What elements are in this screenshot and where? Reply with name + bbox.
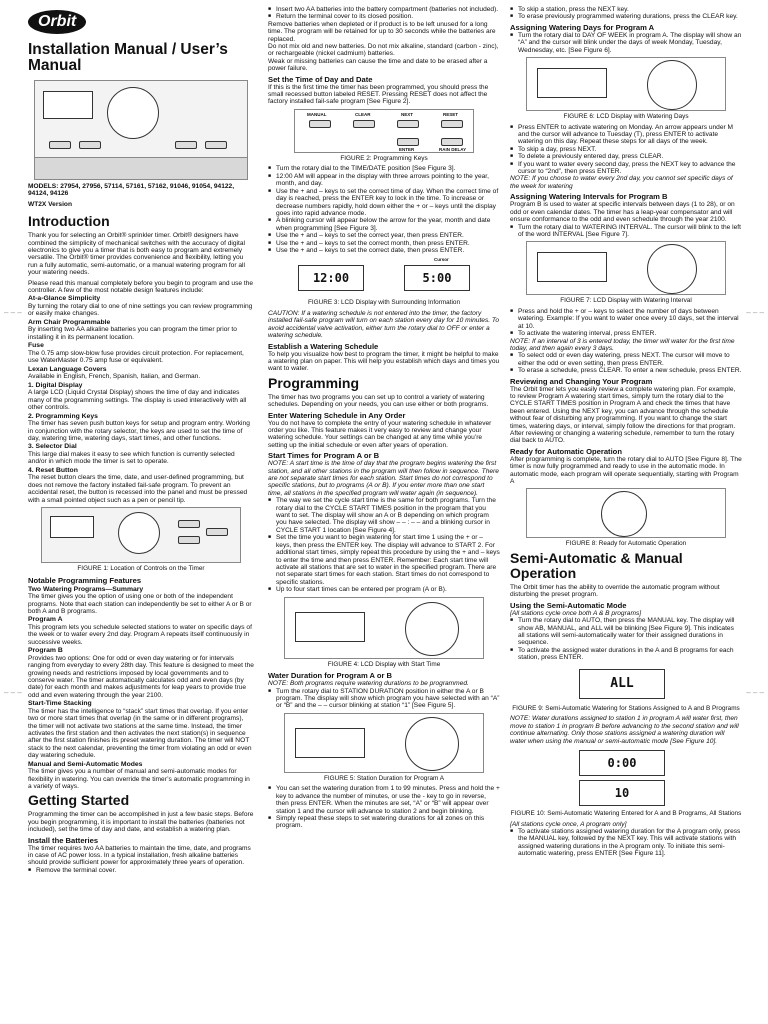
feature-text: The timer gives you a number of manual and semi-automatic modes for flexibility in watering. You can override the timer’s automatic programming in a variety of ways. (28, 768, 250, 791)
step-item: ■ Set the time you want to begin watering for start time 1 using the + or – keys, then press the ENTER key. The display will advance to START 2. For additional start times, simply repeat this procedure by using the + and – keys to enter the time and then press ENTER. Remember: Each start time will activate all stations that are set to water in the specified program. There are not separate start times for each station. Start times do not correspond to specific stations. (268, 534, 500, 586)
lcd-display: 0:00 (579, 750, 665, 776)
column-3 (510, 6, 742, 1010)
selector-dial-icon (647, 244, 697, 294)
lcd-display: 12:00 (298, 265, 364, 291)
rain-delay-key (441, 138, 463, 146)
cursor-label: Cursor (434, 257, 449, 263)
next-key (397, 120, 419, 128)
selector-dial-icon (647, 60, 697, 110)
battery-note: Remove batteries when depleted or if product is to be left unused for a long time. The program will be retained for up to 30 seconds while the batteries are replaced. (268, 20, 496, 43)
figure-6-caption: FIGURE 6: LCD Display with Watering Days (563, 113, 689, 121)
step-item: ■ To skip a day, press NEXT. (510, 146, 742, 153)
key-icon (79, 141, 101, 149)
figure-7-watering-interval (526, 241, 726, 295)
step-item: ■ To select odd or even day watering, press NEXT. The cursor will move to either the odd or even setting, then press ENTER. (510, 352, 742, 367)
programming-heading: Programming (268, 374, 360, 391)
key-label: CLEAR (355, 111, 371, 117)
figure-5-station-duration (284, 713, 484, 773)
install-batteries-heading: Install the Batteries (28, 835, 99, 845)
feature-text: Available in English, French, Spanish, Italian, and German. (28, 373, 201, 381)
feature-heading: Two Watering Programs—Summary (28, 585, 144, 593)
water-duration-note: NOTE: Both programs require watering durations to be programmed. (268, 680, 469, 688)
timer-lcd (43, 91, 93, 119)
lcd-display (537, 68, 607, 98)
feature-heading: 2. Programming Keys (28, 412, 98, 420)
programming-paragraph: The timer has two programs you can set up to control a variety of watering schedules. Depending on your needs, you can use either or both programs. (268, 393, 489, 409)
watering-interval-note: NOTE: If an interval of 3 is entered today, the timer will water for the first time today, and then again every 3 days. (510, 337, 735, 352)
feature-heading: Lexan Language Covers (28, 365, 107, 373)
feature-text: The reset button clears the time, date, and user-defined programming, but does not remove the factory installed fail-safe program. To prevent an accidental reset, the button is recessed into the panel and must be pressed with a small pointed object such as a pen or pencil tip. (28, 474, 248, 504)
step-item: ■ Use the + and – keys to set the correct year, then press ENTER. (268, 232, 500, 239)
caution-note: CAUTION: If a watering schedule is not entered into the timer, the factory installed fail-safe program will turn on each station every day for 10 minutes. To avoid accidental valve activation, either turn the rotary dial to OFF or enter a watering schedule. (268, 309, 500, 340)
step-item: ■ If you want to water every second day, press the NEXT key to advance the cursor to “2nd”, then press ENTER. (510, 161, 742, 176)
lcd-display: 5:00 (404, 265, 470, 291)
step-item: ■ To activate the watering interval, press ENTER. (510, 330, 742, 337)
lcd-display: ALL (579, 669, 665, 699)
any-order-paragraph: You do not have to complete the entry of your watering schedule in whatever order you like. This feature makes it very easy to review and change your watering schedule. Your settings can be changed at any time while you’re setting up the initial schedule or even after years of operation. (268, 419, 492, 449)
selector-dial-icon (405, 717, 459, 771)
step-item: ■ Turn the rotary dial to DAY OF WEEK in program A. The display will show an “A” and the cursor will blink under the days of week Monday, Tuesday, Wednesday, etc. [See Figure 6]. (510, 32, 742, 54)
feature-heading: Program B (28, 647, 63, 655)
lcd-display (537, 252, 607, 282)
step-item: ■ Turn the rotary dial to WATERING INTERVAL. The cursor will blink to the left of the word INTERVAL [See Figure 7]. (510, 224, 742, 239)
fold-mark: – – – (4, 308, 22, 317)
step-item: ■ To erase a schedule, press CLEAR. To enter a new schedule, press ENTER. (510, 367, 742, 374)
feature-text: By inserting two AA alkaline batteries you can program the timer prior to installing it in its permanent location. (28, 326, 237, 341)
watering-interval-heading: Assigning Watering Intervals for Program B (510, 192, 668, 202)
step-item: ■ To erase previously programmed watering durations, press the CLEAR key. (510, 13, 742, 20)
figure-1-caption: FIGURE 1: Location of Controls on the Timer (77, 564, 205, 572)
terminal-cover (35, 157, 247, 179)
watering-schedule-heading: Establish a Watering Schedule (268, 341, 379, 351)
step-item: ■ Simply repeat these steps to set watering durations for all zones on this program. (268, 815, 500, 830)
feature-heading: Program A (28, 616, 63, 624)
step-item: ■ Return the terminal cover to its closed position. (268, 13, 500, 20)
introduction-heading: Introduction (28, 213, 110, 230)
key-label: RESET (443, 111, 459, 117)
model-list: MODELS: 27954, 27956, 57114, 57161, 57162, 91046, 91054, 94122, 94124, 94126 (28, 183, 235, 198)
feature-heading: Fuse (28, 342, 44, 350)
step-item: ■ Insert two AA batteries into the battery compartment (batteries not included). (268, 6, 500, 13)
figure-1-controls (41, 507, 241, 563)
time-date-paragraph: If this is the first time the timer has been programmed, you should press the small recessed button labeled RESET. Pressing RESET does not affect the factory installed fail-safe program [See Figure 2]. (268, 83, 489, 106)
lcd-display (295, 612, 365, 642)
enter-key (397, 138, 419, 146)
fold-mark: – – – (746, 308, 764, 317)
figure-7-caption: FIGURE 7: LCD Display with Watering Interval (560, 297, 692, 305)
step-item: ■ Turn the rotary dial to STATION DURATION position in either the A or B program. The display will show which program you have selected with an “A” or “B” and the – – cursor blinking at station “1” [See Figure 5]. (268, 688, 500, 710)
step-item: ■ Press and hold the + or – keys to select the number of days between watering. Example: If you want to water once every 10 days, set the interval at 10. (510, 308, 742, 330)
key-icon (206, 528, 228, 536)
ready-auto-heading: Ready for Automatic Operation (510, 446, 622, 456)
key-icon (178, 536, 200, 544)
feature-text: A large LCD (Liquid Crystal Display) shows the time of day and indicates many of the programming settings. The display is used interactively with all other controls. (28, 389, 247, 412)
step-item: ■ To skip a station, press the NEXT key. (510, 6, 742, 13)
semi-auto-paragraph: The Orbit timer has the ability to override the automatic program without disturbing the preset program. (510, 584, 720, 599)
step-item: ■ You can set the watering duration from 1 to 99 minutes. Press and hold the + key to advance the number of minutes, or use the - key to go in reverse, then press ENTER. When the minutes are set, “A” or “B” will appear over station 1 and the cursor will advance to station 2 and begin blinking. (268, 785, 500, 815)
step-item: ■ Up to four start times can be entered per program (A or B). (268, 586, 500, 593)
key-icon (205, 141, 227, 149)
figure-3-lcd (284, 257, 484, 297)
manual-key (309, 120, 331, 128)
key-label: NEXT (401, 111, 414, 117)
selector-dial-icon (118, 512, 160, 554)
figure-6-watering-days (526, 57, 726, 111)
timer-lcd (50, 516, 94, 538)
feature-text: This program lets you schedule selected stations to water on specific days of the week or to water every 2nd day. Program A repeats itself continuously in successive weeks. (28, 623, 252, 646)
step-item: ■ Remove the terminal cover. (28, 867, 254, 874)
watering-schedule-paragraph: To help you visualize how best to program the timer, it might be helpful to make a watering plan on paper. This will help you establish which days and times you want to water. (268, 350, 500, 373)
figure-4-caption: FIGURE 4: LCD Display with Start Time (327, 660, 441, 668)
lcd-display: 10 (579, 780, 665, 806)
key-icon (178, 520, 200, 528)
manual-title: Installation Manual / User’s Manual (28, 41, 228, 74)
figure-4-start-time (284, 597, 484, 659)
battery-note: Weak or missing batteries can cause the time and date to be erased after a power failure. (268, 57, 488, 73)
figure-8-caption: FIGURE 8: Ready for Automatic Operation (565, 540, 687, 548)
brand-logo (28, 10, 254, 36)
figure-2-caption: FIGURE 2: Programming Keys (340, 154, 428, 162)
watering-days-note: NOTE: If you choose to water every 2nd day, you cannot set specific days of the week for watering (510, 175, 733, 190)
feature-text: This large dial makes it easy to see which function is currently selected and/or in which mode the timer is set to operate. (28, 450, 235, 466)
figure-2-keys (294, 109, 474, 153)
key-label: ENTER (399, 146, 415, 152)
time-date-heading: Set the Time of Day and Date (268, 74, 373, 84)
figure-10-semi-auto (541, 748, 711, 808)
any-order-heading: Enter Watering Schedule in Any Order (268, 410, 406, 420)
notable-features-heading: Notable Programming Features (28, 575, 142, 585)
fold-mark: – – – (746, 688, 764, 697)
step-item: ■ The way we set the cycle start time is the same for both programs. Turn the rotary dial to the CYCLE START TIMES position in the program that you want to set. The display will show an A or B depending on which program you have selected. The display will show – – : – – and a blinking cursor in CYCLE START 1 location [See Figure 4]. (268, 497, 500, 534)
a-program-subtitle: [All stations cycle once, A program only] (510, 820, 627, 828)
intro-paragraph: Thank you for selecting an Orbit® sprinkler timer. Orbit® designers have combined the simplicity of mechanical switches with the accuracy of digital electronics to give you a timer that is both easy to program and extremely versatile. The Orbit® timer provides convenience and flexibility, letting you run a fully automatic, semi-automatic, or a manual watering program for all your watering needs. (28, 232, 245, 277)
step-item: ■ To delete a previously entered day, press CLEAR. (510, 153, 742, 160)
figure-8-ready-auto (526, 488, 726, 538)
step-item: ■ Turn the rotary dial to AUTO, then press the MANUAL key. The display will show AB, MANUAL, and ALL will be blinking [See Figure 9]. This indicates all stations will semi-automatically water for their assigned durations in sequence. (510, 617, 742, 647)
step-item: ■ Use the + and – keys to set the correct date, then press ENTER. (268, 247, 500, 254)
selector-dial-icon (601, 491, 647, 537)
clear-key (353, 120, 375, 128)
column-2 (268, 6, 500, 1010)
column-1 (28, 6, 254, 1010)
figure-5-caption: FIGURE 5: Station Duration for Program A (323, 774, 445, 782)
orbit-logo: Orbit (28, 10, 86, 34)
feature-heading: Start-Time Stacking (28, 700, 92, 708)
semi-auto-subtitle: [All stations cycle once both A & B programs] (510, 609, 642, 617)
step-item: ■ Turn the rotary dial to the TIME/DATE position [See Figure 3]. (268, 165, 500, 172)
feature-text: The timer has the intelligence to “stack” start times that overlap. If you enter two or more start times that overlap (in the same or in different programs), the timer will not activate two stations at the same time. Instead, the timer activates the first station and then activates the next station(s) in sequence after the first station finishes its preset watering duration. The timer will NOT stack to the next calendar, preventing the timer from violating an odd or even day watering schedule. (28, 707, 252, 760)
watering-interval-paragraph: Program B is used to water at specific intervals between days (1 to 28), or on odd or even calendar dates. The timer has a leap-year compensator and will ensure conformance to the odd and even schedule through the year 2100. (510, 201, 735, 224)
batteries-paragraph: The timer requires two AA batteries to maintain the time, date, and programs in case of AC power loss. In a typical installation, fresh alkaline batteries should provide sufficient power for approximately three years of operation. (28, 844, 251, 867)
feature-heading: 3. Selector Dial (28, 443, 77, 451)
review-program-paragraph: The Orbit timer lets you easily review a complete watering plan. For example, to review Program A watering start times, simply turn the rotary dial to the CYCLE START TIMES position in Program A and check the times that have been entered. Using the NEXT key, you can advance through the schedule without fear of disturbing any programming. If you want to change the start times, watering days, or interval, simply follow the directions for that program. After reviewing or changing a watering schedule, remember to turn the rotary dial back to AUTO. (510, 385, 736, 445)
getting-started-paragraph: Programming the timer can be accomplished in just a few basic steps. Before you begin programming, it is important to install the batteries (batteries not included), set the time of day and date, and establish a watering plan. (28, 811, 254, 834)
feature-heading: 4. Reset Button (28, 466, 78, 474)
water-duration-heading: Water Duration for Program A or B (268, 671, 393, 681)
reset-key (441, 120, 463, 128)
fold-mark: – – – (4, 688, 22, 697)
feature-text: The timer has seven push button keys for setup and program entry. Working in conjunction with the rotary selector, the keys are used to set the time of day, watering time, watering days, start times, and other functions. (28, 420, 250, 442)
semi-auto-heading: Semi-Automatic & Manual Operation (510, 550, 683, 582)
feature-heading: 1. Digital Display (28, 381, 83, 389)
feature-heading: At-a-Glance Simplicity (28, 295, 101, 303)
key-icon (175, 141, 197, 149)
semi-auto-mode-heading: Using the Semi-Automatic Mode (510, 600, 627, 610)
intro-paragraph: Please read this manual completely before you begin to program and use the controller. A few of the most notable design features include: (28, 279, 254, 295)
key-icon (49, 141, 71, 149)
version-label: WT2X Version (28, 200, 72, 208)
key-label: RAIN DELAY (439, 146, 467, 152)
step-item: ■ A blinking cursor will appear below the arrow for the year, month and date when programming [See Figure 3]. (268, 217, 500, 232)
selector-dial-icon (107, 87, 159, 139)
figure-9-semi-auto (541, 665, 711, 703)
feature-text: The timer gives you the option of using one or both of the independent programs. Note that each station can independently be set to either A or B or both A and B programs. (28, 593, 252, 615)
selector-dial-icon (405, 602, 459, 656)
feature-text: The 0.75 amp slow-blow fuse provides circuit protection. For replacement, use WaterMaster 0.75 amp fuse or equivalent. (28, 349, 244, 365)
step-item: ■ Use the + and – keys to set the correct month, then press ENTER. (268, 240, 500, 247)
figure-3-caption: FIGURE 3: LCD Display with Surrounding Information (307, 299, 460, 307)
start-times-note: NOTE: A start time is the time of day that the program begins watering the first station, and all other stations in the program will then follow in sequence. There are not separate start times for each station. Start times do not correspond to specific stations, but to programs (A or B). If you enter more than one start time, all stations in the specified program will water again (in sequence). (268, 460, 499, 497)
watering-days-heading: Assigning Watering Days for Program A (510, 22, 655, 32)
feature-heading: Arm Chair Programmable (28, 318, 111, 326)
step-item: ■ To activate stations assigned watering duration for the A program only, press the MANUAL key, followed by the NEXT key. This will activate stations with assigned watering durations in the A program only. To initiate this semi-automatic watering, press ENTER [See Figure 11]. (510, 828, 742, 858)
semi-auto-note: NOTE: Water durations assigned to station 1 in program A will water first, then move to station 1 in program B before advancing to the second station and will continue alternating. Only those stations assigned a watering duration will water when using the manual or semi-automatic mode [See Figure 10]. (510, 715, 739, 745)
step-item: ■ Use the + and – keys to set the correct time of day. When the correct time of day is reached, press the ENTER key to lock in the time. To increase or decrease numbers rapidly, hold down either the + or – keys until the display goes into rapid advance mode. (268, 188, 500, 218)
figure-10-caption: FIGURE 10: Semi-Automatic Watering Entered for A and B Programs, All Stations (510, 809, 742, 817)
step-item: ■ To activate the assigned water durations in the A and B programs for each station, press ENTER. (510, 647, 742, 662)
feature-heading: Manual and Semi-Automatic Modes (28, 760, 143, 768)
ready-auto-paragraph: After programming is complete, turn the rotary dial to AUTO [See Figure 8]. The timer is now fully programmed and ready to use in the automatic mode. In automatic mode, each program will operate sequentially, starting with Program A (510, 455, 742, 486)
figure-9-caption: FIGURE 9: Semi-Automatic Watering for Stations Assigned to A and B Programs (512, 704, 740, 712)
getting-started-heading: Getting Started (28, 792, 130, 809)
start-times-heading: Start Times for Program A or B (268, 451, 380, 461)
step-item: ■ Press ENTER to activate watering on Monday. An arrow appears under M and the cursor will advance to Tuesday (T), press ENTER to activate watering on this day. Repeat these steps for all days of the week. (510, 124, 742, 146)
feature-text: Provides two options: One for odd or even day watering or for intervals ranging from everyday to every 28th day. This feature is designed to meet the growing needs and restrictions imposed by local governments and to conserve water. The timer automatically calculates odd and even days (by date) for each month and makes adjustments for leap years to provide true odd and even watering through the year 2100. (28, 654, 254, 699)
battery-note: Do not mix old and new batteries. Do not mix alkaline, standard (carbon - zinc), or rechargeable (nickel cadmium) batteries. (268, 43, 499, 58)
key-label: MANUAL (307, 111, 327, 117)
review-program-heading: Reviewing and Changing Your Program (510, 376, 653, 386)
step-item: ■ 12:00 AM will appear in the display with three arrows pointing to the year, month, and day. (268, 173, 500, 188)
timer-front-figure (34, 80, 248, 180)
feature-text: By turning the rotary dial to one of nine settings you can review programming or easily make changes. (28, 303, 253, 318)
lcd-display (295, 728, 365, 758)
